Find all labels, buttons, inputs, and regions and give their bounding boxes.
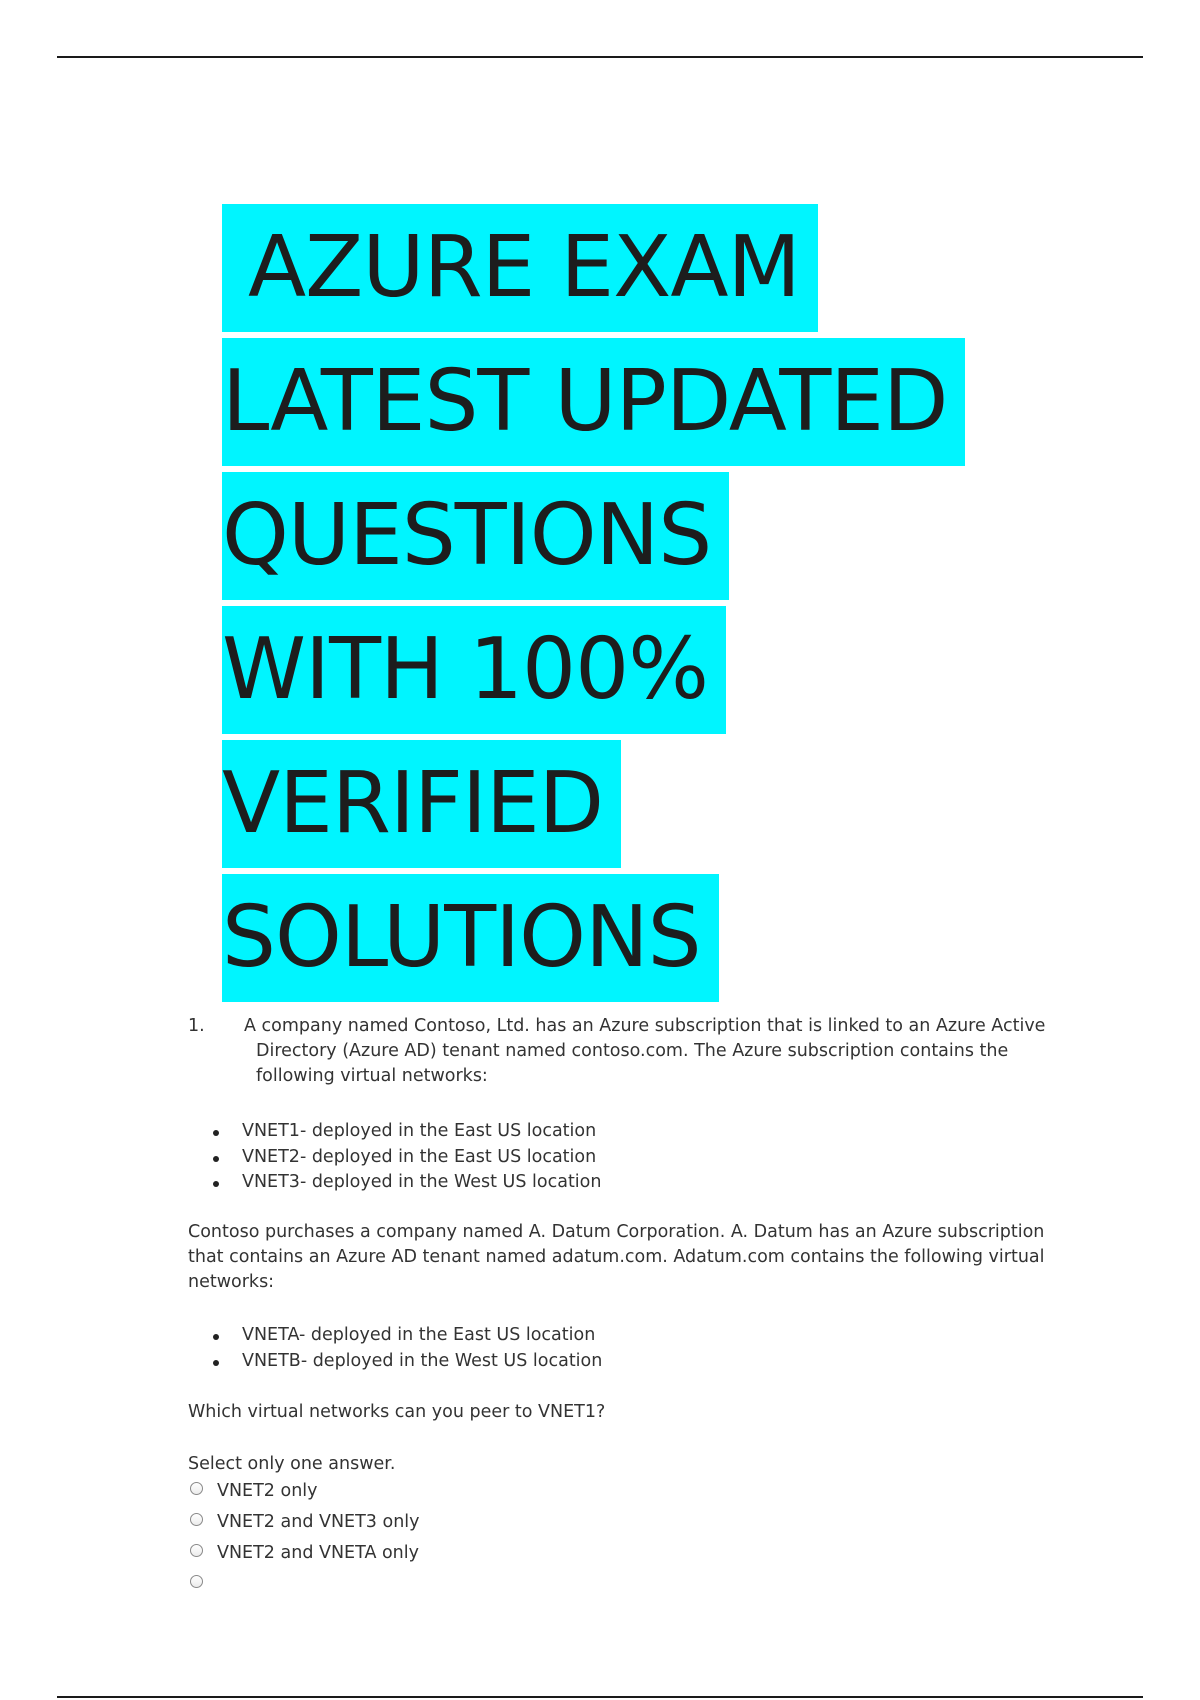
acquisition-paragraph: Contoso purchases a company named A. Datum Corporation. A. Datum has an Azure subscription that contains an Azure AD tenant named adatum.com. Adatum.com contains the following virtual networks: [188, 1222, 1045, 1292]
list-item: VNET2- deployed in the East US location [210, 1145, 601, 1171]
option-label: VNET2 only [217, 1481, 318, 1501]
list-item: VNET3- deployed in the West US location [210, 1170, 601, 1196]
answer-option[interactable] [190, 1541, 420, 1572]
answer-option[interactable] [190, 1572, 420, 1603]
list-item: VNETB- deployed in the West US location [210, 1349, 602, 1375]
adatum-network-list [210, 1323, 602, 1374]
list-item: VNETA- deployed in the East US location [210, 1323, 602, 1349]
question-number: 1. [188, 1016, 205, 1036]
question-prompt: Which virtual networks can you peer to VNET1? [188, 1402, 606, 1422]
radio-button[interactable] [190, 1575, 203, 1588]
option-label: VNET2 and VNET3 only [217, 1512, 420, 1532]
radio-button[interactable] [190, 1513, 203, 1526]
question-1 [188, 1014, 1086, 1089]
option-label: VNET2 and VNETA only [217, 1543, 419, 1563]
answer-option[interactable] [190, 1479, 420, 1510]
title-line: LATEST UPDATED [222, 338, 965, 466]
contoso-network-list [210, 1119, 601, 1196]
answer-option[interactable] [190, 1510, 420, 1541]
radio-button[interactable] [190, 1482, 203, 1495]
answer-options [190, 1479, 420, 1603]
question-text: A company named Contoso, Ltd. has an Azure subscription that is linked to an Azure Active Directory (Azure AD) tenant named contoso.com. The Azure subscription contains the following virtual networks: [244, 1016, 1046, 1086]
title-line: QUESTIONS [222, 472, 729, 600]
title-line: AZURE EXAM [222, 204, 818, 332]
top-rule [57, 56, 1143, 58]
answer-instruction: Select only one answer. [188, 1454, 396, 1474]
bottom-rule [57, 1696, 1143, 1698]
title-line: WITH 100% [222, 606, 726, 734]
list-item: VNET1- deployed in the East US location [210, 1119, 601, 1145]
radio-button[interactable] [190, 1544, 203, 1557]
title-line: SOLUTIONS [222, 874, 719, 1002]
document-title [222, 204, 965, 1008]
title-line: VERIFIED [222, 740, 621, 868]
